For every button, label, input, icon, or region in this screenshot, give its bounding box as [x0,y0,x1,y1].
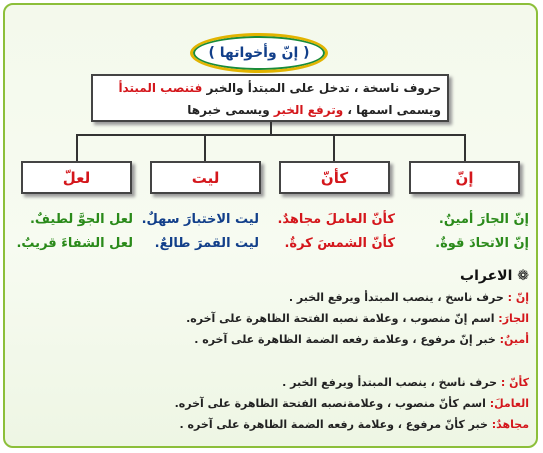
example-kaanna-1: كأنّ العاملَ مجاهدٌ. [277,212,395,227]
connector-horizontal [76,134,465,136]
head-layta: ليت [150,161,261,194]
definition-text-3: ويسمى خبرها [187,103,274,117]
example-inna-2: إنّ الاتحادَ قوةٌ. [435,236,529,251]
irab-line [180,418,529,431]
head-inna: إنّ [409,161,520,194]
definition-highlight-1: فتنصب المبتدأ [118,81,203,95]
example-laalla-1: لعل الجوَّ لطيفٌ. [29,212,133,227]
example-layta-2: ليت القمرَ طالعٌ. [154,236,259,251]
irab-text: خبر كأنّ مرفوع ، وعلامة رفعه الضمة الظاهرة على آخره . [179,418,492,431]
irab-text: اسم إنّ منصوب ، وعلامة نصبه الفتحة الظاهرة على آخره. [186,312,499,325]
example-kaanna-2: كأنّ الشمسَ كرةٌ. [284,236,395,251]
definition-text-1: حروف ناسخة ، تدخل على المبتدأ والخبر [202,81,441,95]
irab-line [194,333,529,346]
irab-key: الجارَ: [498,312,529,325]
connector-drop-1 [76,134,78,161]
example-layta-1: ليت الاختبارَ سهلٌ. [141,212,259,227]
irab-line [289,291,529,304]
definition-text-2: ويسمى اسمها ، [343,103,441,117]
page-title: ( إنّ وأخواتها ) [190,33,328,73]
connector-drop-2 [204,134,206,161]
definition-highlight-2: وترفع الخبر [273,103,344,117]
irab-text: حرف ناسخ ، ينصب المبتدأ ويرفع الخبر . [288,291,508,304]
example-laalla-2: لعل الشفاءَ قريبٌ. [16,236,133,251]
connector-drop-3 [333,134,335,161]
irab-key: أمينٌ: [499,333,529,346]
irab-text: خبر إنّ مرفوع ، وعلامة رفعه الضمة الظاهرة على آخره . [194,333,500,346]
irab-text: اسم كأنّ منصوب ، وعلامةنصبه الفتحة الظاهرة على آخره. [174,397,490,410]
irab-key: العاملَ: [489,397,529,410]
irab-key: كأنّ : [500,376,529,389]
irab-heading: ❁ الاعراب [460,268,529,284]
irab-key: مجاهدٌ: [491,418,529,431]
connector-drop-4 [464,134,466,161]
irab-line [175,397,529,410]
example-inna-1: إنّ الجارَ أمينٌ. [438,212,529,227]
irab-text: حرف ناسخ ، ينصب المبتدأ ويرفع الخبر . [282,376,501,389]
head-kaanna: كأنّ [279,161,390,194]
definition-box [91,74,449,122]
head-laalla: لعلّ [21,161,132,194]
irab-line [282,376,529,389]
irab-line [186,312,529,325]
irab-key: إنّ : [507,291,529,304]
